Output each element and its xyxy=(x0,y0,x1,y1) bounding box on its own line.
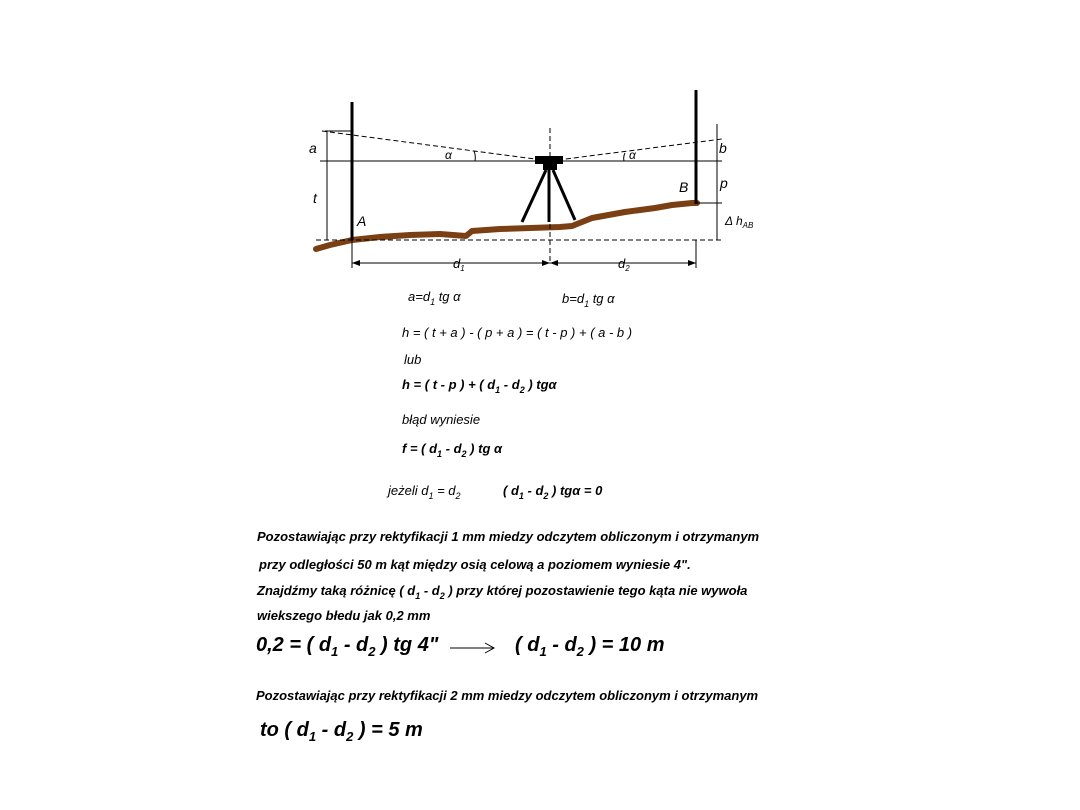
d2-arrow-right xyxy=(688,260,696,266)
formula-h2: h = ( t - p ) + ( $d_1 - d_2$ ) tgα xyxy=(402,377,557,395)
formula-h1: h = ( t + a ) - ( p + a ) = ( t - p ) + ( a - b ) xyxy=(402,325,633,340)
d2-arrow-left xyxy=(550,260,558,266)
label-a: a xyxy=(309,140,317,156)
ground-profile xyxy=(316,203,697,249)
d1-arrow-right xyxy=(542,260,550,266)
label-d1: $d_1$ xyxy=(453,256,465,273)
equation-1-left: 0,2 = ( $d_1 - d_2$ ) tg 4" xyxy=(256,634,439,659)
formula-f: f = ( $d_1 - d_2$ ) tg α xyxy=(402,441,503,459)
level-instrument xyxy=(535,156,563,164)
formula-b: $b=d_1$ tg α xyxy=(562,291,615,309)
label-p: p xyxy=(720,175,728,191)
alpha-arc-right xyxy=(624,153,625,161)
paragraph-3-line-1: Pozostawiając przy rektyfikacji 2 mm miedzy odczytem obliczonym i otrzymanym xyxy=(256,688,759,703)
leveling-diagram xyxy=(0,0,1080,290)
text-lub: lub xyxy=(404,352,422,367)
label-delta-h: Δ $h_{AB}$ xyxy=(725,214,754,230)
formula-a: $a=d_1$ tg α xyxy=(408,289,461,307)
label-d2: $d_2$ xyxy=(618,256,630,273)
tripod-leg-left xyxy=(522,170,546,222)
label-t: t xyxy=(313,190,317,206)
level-head xyxy=(543,164,557,170)
arrow-right-icon xyxy=(449,641,499,655)
paragraph-2-line-1: Znajdźmy taką różnicę ( $d_1 - d_2$ ) przy której pozostawienie tego kąta nie wywoła xyxy=(257,583,748,601)
equation-1-right: ( $d_1 - d_2$ ) = 10 m xyxy=(515,634,665,659)
text-jezeli: jeżeli $d_1 = d_2$ xyxy=(388,483,461,501)
paragraph-1-line-2: przy odległości 50 m kąt między osią celową a poziomem wyniesie 4". xyxy=(259,557,691,572)
paragraph-2-line-2: wiekszego błedu jak 0,2 mm xyxy=(257,608,431,623)
inclined-sight-line-left xyxy=(322,131,550,161)
equation-2: to ( $d_1 - d_2$ ) = 5 m xyxy=(260,719,423,744)
tripod-leg-right xyxy=(553,170,575,220)
formula-zero: ( $d_1 - d_2$ ) tgα = 0 xyxy=(503,483,603,501)
text-blad: błąd wyniesie xyxy=(402,412,481,427)
paragraph-1-line-1: Pozostawiając przy rektyfikacji 1 mm miedzy odczytem obliczonym i otrzymanym xyxy=(257,529,760,544)
label-alpha-right: α xyxy=(629,148,636,162)
label-B: B xyxy=(679,179,689,195)
alpha-arc-left xyxy=(474,151,475,161)
label-alpha-left: α xyxy=(445,148,452,162)
label-A: A xyxy=(357,213,367,229)
label-b: b xyxy=(719,140,727,156)
d1-arrow-left xyxy=(352,260,360,266)
